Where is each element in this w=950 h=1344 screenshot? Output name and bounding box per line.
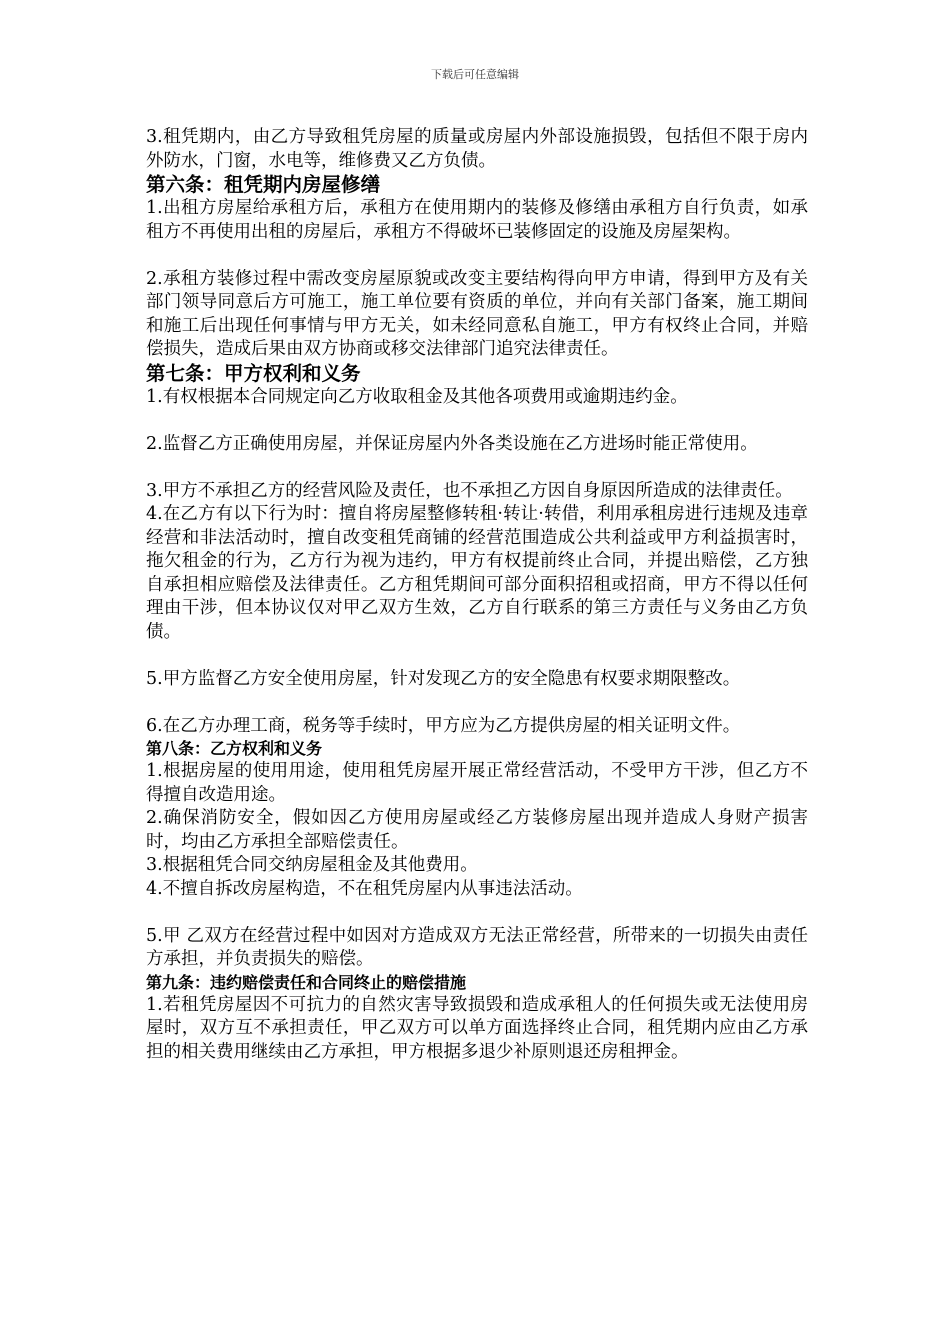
blank-line [146,456,808,480]
blank-line [146,691,808,715]
paragraph: 4.在乙方有以下行为时：擅自将房屋整修转租·转让·转借，利用承租房进行违规及违章经营和非法活动时，擅自改变租凭商铺的经营范围造成公共利益或甲方利益损害时，拖欠租金的行为，乙方行为视为违约，甲方有权提前终止合同，并提出赔偿，乙方独自承担相应赔偿及法律责任。乙方租凭期间可部分面积招租或招商，甲方不得以任何理由干涉，但本协议仅对甲乙双方生效，乙方自行联系的第三方责任与义务由乙方负债。 [146,504,808,642]
section-heading: 第八条：乙方权利和义务 [146,739,323,758]
paragraph: 6.在乙方办理工商，税务等手续时，甲方应为乙方提供房屋的相关证明文件。 [146,715,741,736]
paragraph: 3.甲方不承担乙方的经营风险及责任，也不承担乙方因自身原因所造成的法律责任。 [146,480,793,501]
document-body [146,126,808,1064]
page-header: 下载后可任意编辑 [431,68,519,81]
section-heading: 第九条：违约赔偿责任和合同终止的赔偿措施 [146,972,467,992]
paragraph: 1.出租方房屋给承租方后，承租方在使用期内的装修及修缮由承租方自行负责，如承租方不再使用出租的房屋后，承租方不得破坏已装修固定的设施及房屋架构。 [146,198,808,242]
paragraph: 1.有权根据本合同规定向乙方收取租金及其他各项费用或逾期违约金。 [146,386,688,407]
paragraph: 3.根据租凭合同交纳房屋租金及其他费用。 [146,855,478,875]
blank-line [146,901,808,925]
section-heading: 第七条：甲方权利和义务 [146,361,361,385]
paragraph: 2.确保消防安全，假如因乙方使用房屋或经乙方装修房屋出现并造成人身财产损害时，均由乙方承担全部赔偿责任。 [146,808,808,852]
paragraph: 1.根据房屋的使用用途，使用租凭房屋开展正常经营活动，不受甲方干涉，但乙方不得擅自改造用途。 [146,761,808,805]
blank-line [146,644,808,668]
blank-line [146,409,808,433]
section-heading: 第六条：租凭期内房屋修缮 [146,173,381,196]
paragraph: 2.监督乙方正确使用房屋，并保证房屋内外各类设施在乙方进场时能正常使用。 [146,433,758,454]
paragraph: 1.若租凭房屋因不可抗力的自然灾害导致损毁和造成承租人的任何损失或无法使用房屋时，双方互不承担责任，甲乙双方可以单方面选择终止合同，租凭期内应由乙方承担的相关费用继续由乙方承担，甲方根据多退少补原则退还房租押金。 [146,994,808,1062]
paragraph: 4.不擅自拆改房屋构造，不在租凭房屋内从事违法活动。 [146,878,583,899]
paragraph: 2.承租方装修过程中需改变房屋原貌或改变主要结构得向甲方申请，得到甲方及有关部门领导同意后方可施工，施工单位要有资质的单位，并向有关部门备案，施工期间和施工后出现任何事情与甲方无关，如未经同意私自施工，甲方有权终止合同，并赔偿损失，造成后果由双方协商或移交法律部门追究法律责任。 [146,268,808,359]
paragraph: 5.甲方监督乙方安全使用房屋，针对发现乙方的安全隐患有权要求期限整改。 [146,668,741,689]
paragraph: 3.租凭期内，由乙方导致租凭房屋的质量或房屋内外部设施损毁，包括但不限于房内外防水，门窗，水电等，维修费又乙方负债。 [146,127,808,171]
blank-line [146,244,808,268]
paragraph: 5.甲 乙双方在经营过程中如因对方造成双方无法正常经营，所带来的一切损失由责任方承担，并负责损失的赔偿。 [146,925,808,969]
